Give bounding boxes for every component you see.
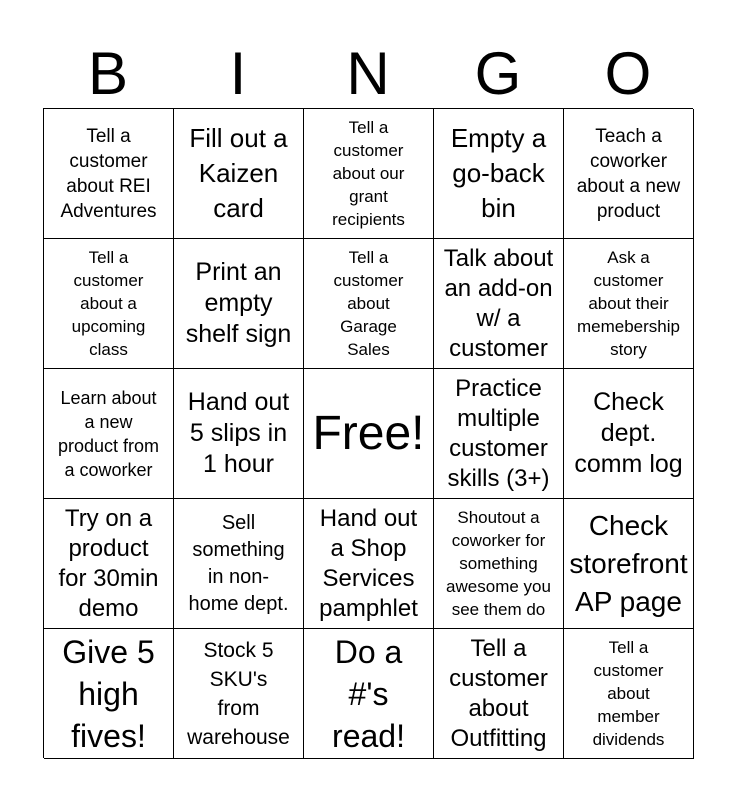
bingo-cell-o1[interactable] [564, 109, 694, 239]
cell-text: Tell a customer about Garage Sales [333, 248, 404, 359]
cell-text: Empty a go-back bin [450, 123, 547, 223]
cell-text: Tell a customer about Outfitting [449, 634, 548, 752]
bingo-cell-n4[interactable] [304, 499, 434, 629]
cell-text: Tell a customer about a upcoming class [71, 248, 146, 359]
cell-text: Hand out a Shop Services pamphlet [319, 504, 418, 622]
cell-text: Practice multiple customer skills (3+) [447, 374, 550, 492]
cell-text: Try on a product for 30min demo [58, 504, 159, 622]
bingo-cell-b4[interactable] [44, 499, 174, 629]
cell-text: Tell a customer about our grant recipients [332, 118, 405, 229]
bingo-cell-o3[interactable] [564, 369, 694, 499]
cell-text: Print an empty shelf sign [185, 258, 292, 348]
header-letter-i: I [229, 40, 247, 107]
bingo-cell-n1[interactable] [304, 109, 434, 239]
bingo-cell-g1[interactable] [434, 109, 564, 239]
bingo-cell-g4[interactable] [434, 499, 564, 629]
bingo-grid [43, 108, 693, 758]
cell-text: Ask a customer about their memebership story [577, 248, 680, 359]
cell-text: Tell a customer about member dividends [592, 638, 665, 749]
bingo-cell-o2[interactable] [564, 239, 694, 369]
bingo-cell-n5[interactable] [304, 629, 434, 759]
bingo-cell-g2[interactable] [434, 239, 564, 369]
bingo-cell-o5[interactable] [564, 629, 694, 759]
cell-text: Stock 5 SKU's from warehouse [187, 638, 290, 749]
bingo-cell-b2[interactable] [44, 239, 174, 369]
bingo-cell-b1[interactable] [44, 109, 174, 239]
bingo-cell-i3[interactable] [174, 369, 304, 499]
cell-text: Give 5 high fives! [62, 633, 155, 754]
bingo-cell-b5[interactable] [44, 629, 174, 759]
cell-text: Talk about an add-on w/ a customer [443, 244, 554, 362]
cell-text: Shoutout a coworker for something awesome you see them do [446, 508, 551, 619]
cell-text: Free! [312, 406, 425, 460]
cell-text: Do a #'s read! [332, 633, 405, 754]
cell-text: Sell something in non- home dept. [188, 511, 289, 615]
cell-text: Check dept. comm log [574, 388, 683, 478]
bingo-header [43, 40, 693, 108]
bingo-cell-i5[interactable] [174, 629, 304, 759]
header-letter-n: N [346, 40, 390, 107]
cell-text: Learn about a new product from a coworker [57, 387, 160, 480]
cell-text: Check storefront AP page [569, 509, 688, 617]
bingo-cell-i2[interactable] [174, 239, 304, 369]
bingo-cell-n2[interactable] [304, 239, 434, 369]
bingo-cell-o4[interactable] [564, 499, 694, 629]
cell-text: Tell a customer about REI Adventures [60, 125, 157, 222]
bingo-cell-i1[interactable] [174, 109, 304, 239]
cell-text: Fill out a Kaizen card [189, 123, 288, 223]
bingo-cell-i4[interactable] [174, 499, 304, 629]
bingo-cell-g3[interactable] [434, 369, 564, 499]
header-letter-o: O [604, 40, 652, 107]
cell-text: Teach a coworker about a new product [576, 125, 681, 222]
header-letter-b: B [87, 40, 129, 107]
cell-text: Hand out 5 slips in 1 hour [187, 388, 290, 478]
bingo-cell-g5[interactable] [434, 629, 564, 759]
header-letter-g: G [474, 40, 522, 107]
bingo-cell-b3[interactable] [44, 369, 174, 499]
bingo-cell-free[interactable] [304, 369, 434, 499]
